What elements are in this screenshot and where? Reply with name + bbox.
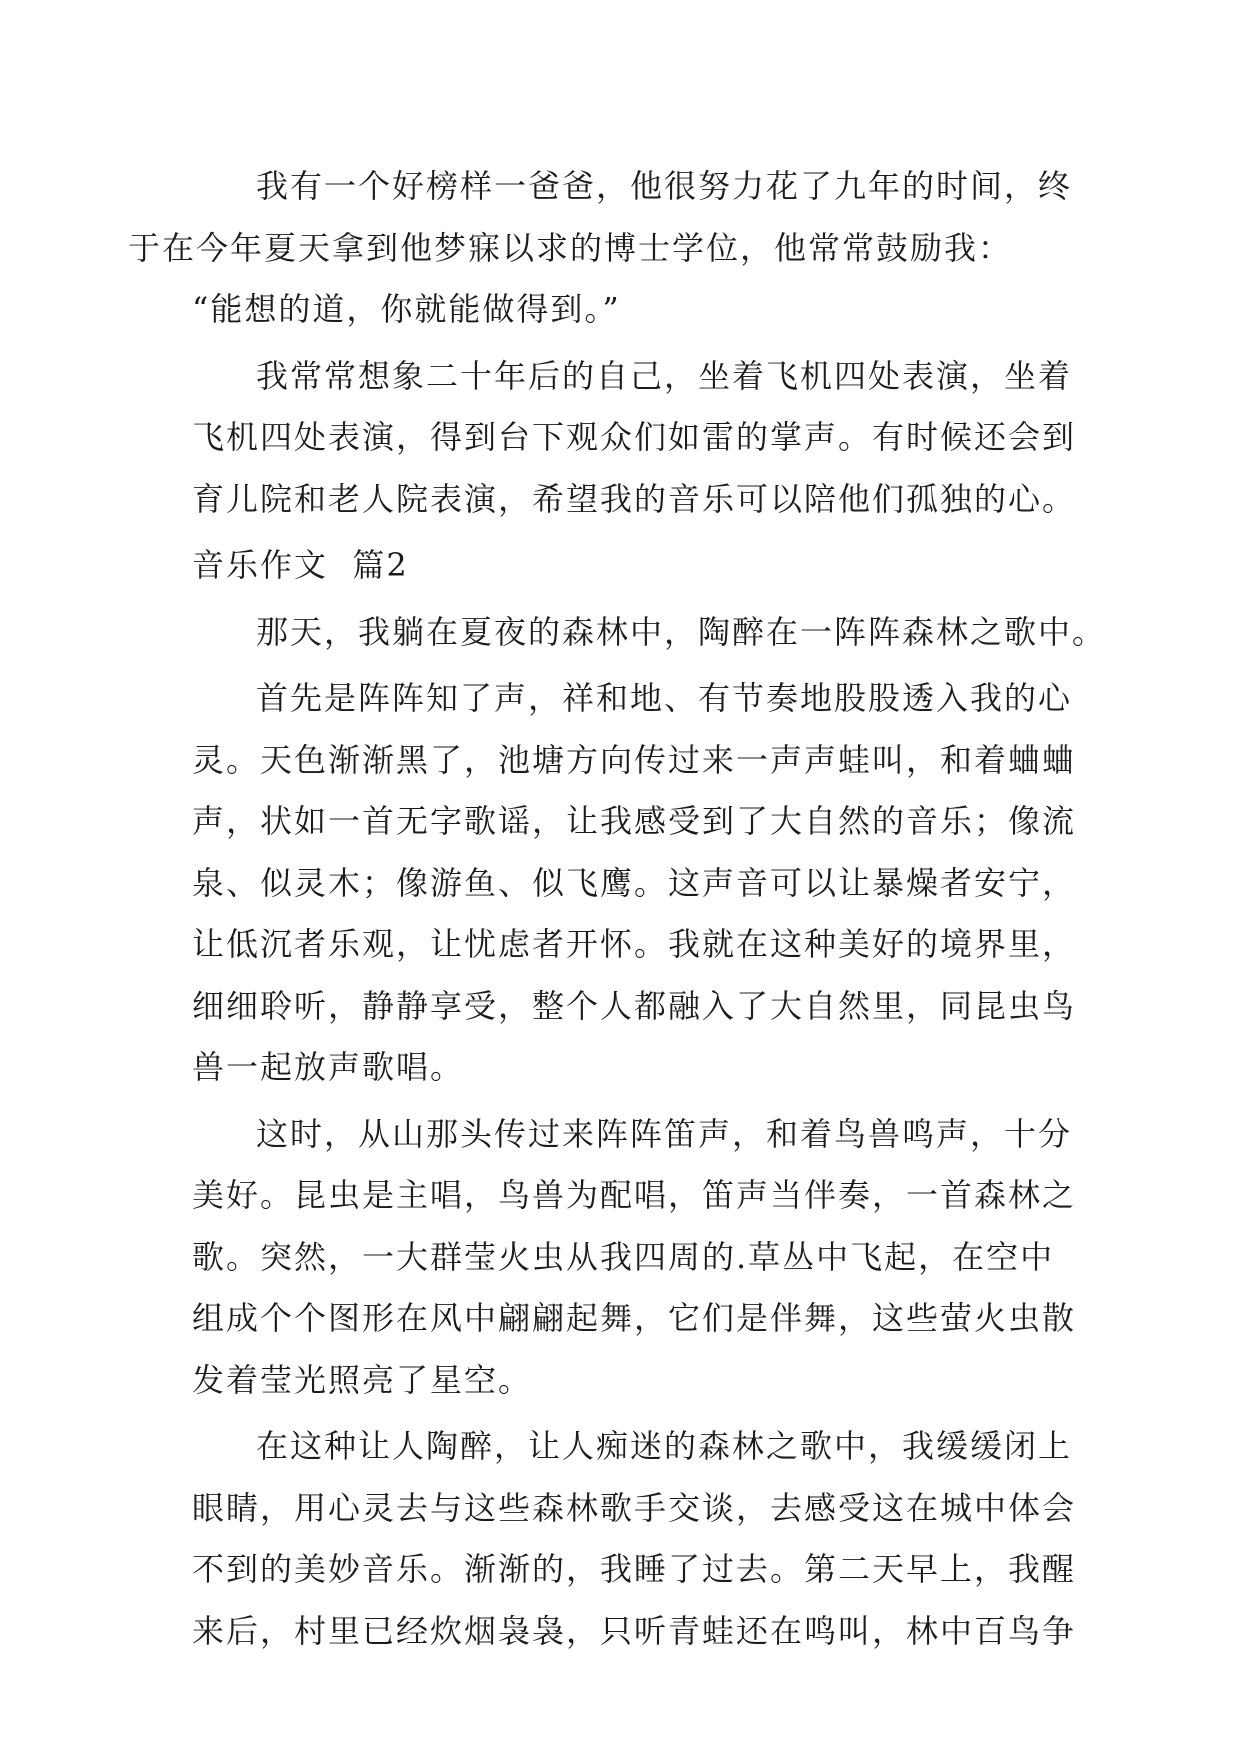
text-line: 美好。昆虫是主唱，鸟兽为配唱，笛声当伴奏，一首森林之 xyxy=(192,1176,1077,1214)
text-line: 育儿院和老人院表演，希望我的音乐可以陪他们孤独的心。 xyxy=(192,479,1077,518)
text-line: 这时，从山那头传过来阵阵笛声，和着鸟兽鸣声，十分 xyxy=(256,1114,1073,1153)
text-line: “能想的道，你就能做得到。” xyxy=(192,290,621,328)
text-line: 飞机四处表演，得到台下观众们如雷的掌声。有时候还会到 xyxy=(192,418,1077,456)
paragraph xyxy=(192,668,1077,1099)
text-line: 不到的美妙音乐。渐渐的，我睡了过去。第二天早上，我醒 xyxy=(192,1550,1077,1588)
text-line: 眼睛，用心灵去与这些森林歌手交谈，去感受这在城中体会 xyxy=(192,1488,1077,1527)
paragraph xyxy=(192,1416,1077,1662)
section-heading: 音乐作文 篇2 xyxy=(192,546,409,584)
text-line: 在这种让人陶醉，让人痴迷的森林之歌中，我缓缓闭上 xyxy=(256,1427,1073,1465)
text-line: 我常常想象二十年后的自己，坐着飞机四处表演，坐着 xyxy=(256,356,1073,395)
paragraph xyxy=(192,1104,1077,1412)
text-line: 来后，村里已经炊烟袅袅，只听青蛙还在鸣叫，林中百鸟争 xyxy=(192,1611,1077,1650)
text-line: 让低沉者乐观，让忧虑者开怀。我就在这种美好的境界里， xyxy=(192,925,1077,963)
document-body xyxy=(128,156,1107,1667)
text-line: 那天，我躺在夏夜的森林中，陶醉在一阵阵森林之歌中。 xyxy=(256,612,1107,651)
text-line: 首先是阵阵知了声，祥和地、有节奏地股股透入我的心 xyxy=(256,679,1073,717)
text-line: 泉、似灵木；像游鱼、似飞鹰。这声音可以让暴燥者安宁， xyxy=(192,863,1077,902)
paragraph xyxy=(192,346,1077,531)
text-line: 细细聆听，静静享受，整个人都融入了大自然里，同昆虫鸟 xyxy=(192,986,1077,1025)
text-line: 兽一起放声歌唱。 xyxy=(192,1048,465,1086)
text-line: 灵。天色渐渐黑了，池塘方向传过来一声声蛙叫，和着蛐蛐 xyxy=(192,740,1077,779)
paragraph xyxy=(128,156,1073,341)
text-line: 发着莹光照亮了星空。 xyxy=(192,1360,533,1399)
paragraph xyxy=(192,602,1107,664)
text-line: 组成个个图形在风中翩翩起舞，它们是伴舞，这些萤火虫散 xyxy=(192,1299,1077,1337)
text-line: 于在今年夏天拿到他梦寐以求的博士学位，他常常鼓励我： xyxy=(128,228,1013,267)
text-line: 我有一个好榜样一爸爸，他很努力花了九年的时间，终 xyxy=(256,167,1073,205)
text-line: 歌。突然，一大群莹火虫从我四周的.草丛中飞起，在空中 xyxy=(192,1237,1055,1276)
text-line: 声，状如一首无字歌谣，让我感受到了大自然的音乐；像流 xyxy=(192,802,1077,840)
